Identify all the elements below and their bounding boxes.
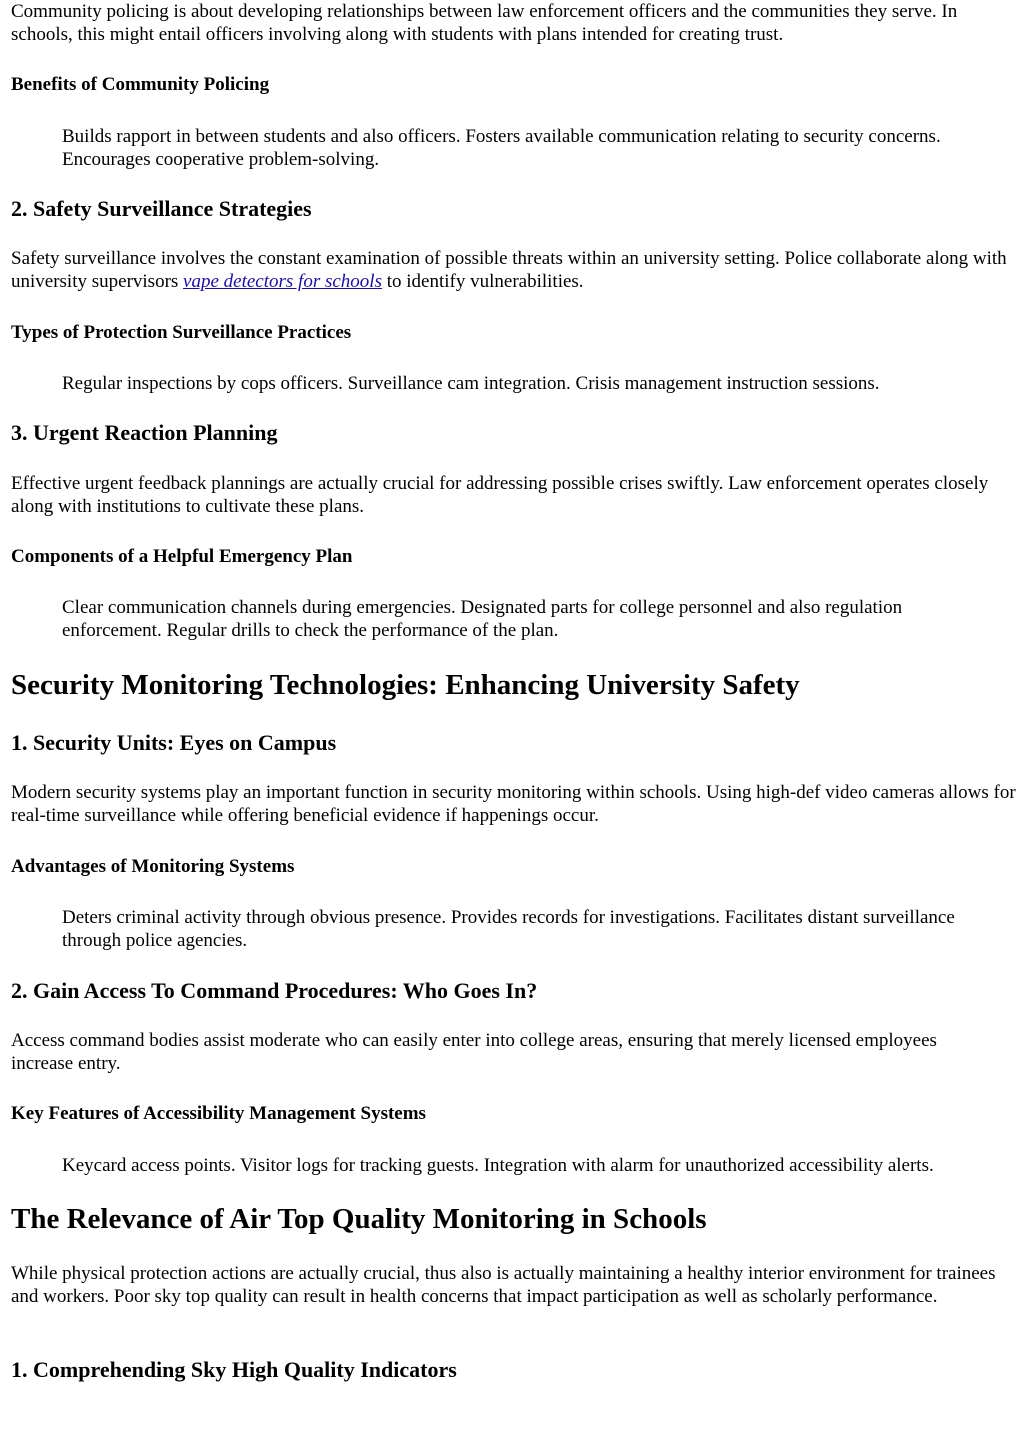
heading-security-monitoring: Security Monitoring Technologies: Enhancing University Safety bbox=[11, 669, 800, 701]
heading-urgent-reaction: 3. Urgent Reaction Planning bbox=[11, 420, 278, 445]
heading-key-features: Key Features of Accessibility Management Systems bbox=[11, 1103, 426, 1124]
heading-security-units: 1. Security Units: Eyes on Campus bbox=[11, 730, 337, 755]
blockquote-types-text: Regular inspections by cops officers. Surveillance cam integration. Crisis management instruction sessions. bbox=[62, 373, 880, 394]
heading-benefits: Benefits of Community Policing bbox=[11, 74, 270, 95]
blockquote-key-features bbox=[62, 1154, 1022, 1177]
paragraph-security-units: Modern security systems play an important function in security monitoring within schools. Using high-def video cameras allows for real-time surveillance while offering beneficial evidence if happenings occur. bbox=[11, 782, 1016, 826]
heading-advantages: Advantages of Monitoring Systems bbox=[11, 856, 295, 877]
blockquote-key-features-text: Keycard access points. Visitor logs for tracking guests. Integration with alarm for unauthorized accessibility alerts. bbox=[62, 1155, 934, 1176]
heading-access-command: 2. Gain Access To Command Procedures: Who Goes In? bbox=[11, 978, 538, 1003]
paragraph-urgent-reaction: Effective urgent feedback plannings are actually crucial for addressing possible crises swiftly. Law enforcement operates closely along with institutions to cultivate these plans. bbox=[11, 473, 989, 517]
paragraph-safety-text-after: to identify vulnerabilities. bbox=[381, 271, 584, 292]
blockquote-components bbox=[62, 596, 997, 642]
blockquote-advantages bbox=[62, 906, 962, 952]
paragraph-safety-text-before: Safety surveillance involves the constant examination of possible threats within an university setting. Police collaborate along with university supervisors bbox=[11, 248, 1007, 292]
heading-air-quality: The Relevance of Air Top Quality Monitoring in Schools bbox=[11, 1203, 707, 1235]
vape-detectors-link[interactable]: vape detectors for schools bbox=[183, 271, 382, 292]
heading-sky-indicators: 1. Comprehending Sky High Quality Indicators bbox=[11, 1357, 457, 1382]
blockquote-benefits bbox=[62, 125, 962, 171]
heading-components: Components of a Helpful Emergency Plan bbox=[11, 546, 353, 567]
blockquote-types bbox=[62, 372, 1012, 395]
blockquote-components-text: Clear communication channels during emergencies. Designated parts for college personnel and also regulation enforcement. Regular drills to check the performance of the plan. bbox=[62, 597, 903, 641]
paragraph-community-policing: Community policing is about developing relationships between law enforcement officers and the communities they serve. In schools, this might entail officers involving along with students with plans intended for creating trust. bbox=[11, 1, 958, 45]
paragraph-safety-surveillance bbox=[11, 247, 1011, 293]
paragraph-access-command: Access command bodies assist moderate who can easily enter into college areas, ensuring that merely licensed employees increase entry. bbox=[11, 1030, 937, 1074]
heading-safety-surveillance: 2. Safety Surveillance Strategies bbox=[11, 196, 312, 221]
blockquote-benefits-text: Builds rapport in between students and also officers. Fosters available communication relating to security concerns. Encourages cooperative problem-solving. bbox=[62, 126, 941, 170]
blockquote-advantages-text: Deters criminal activity through obvious presence. Provides records for investigations. Facilitates distant surveillance through police agencies. bbox=[62, 907, 955, 951]
heading-types-protection: Types of Protection Surveillance Practices bbox=[11, 322, 352, 343]
paragraph-air-quality: While physical protection actions are actually crucial, thus also is actually maintaining a healthy interior environment for trainees and workers. Poor sky top quality can result in health concerns that impact participation as well as scholarly performance. bbox=[11, 1263, 996, 1307]
